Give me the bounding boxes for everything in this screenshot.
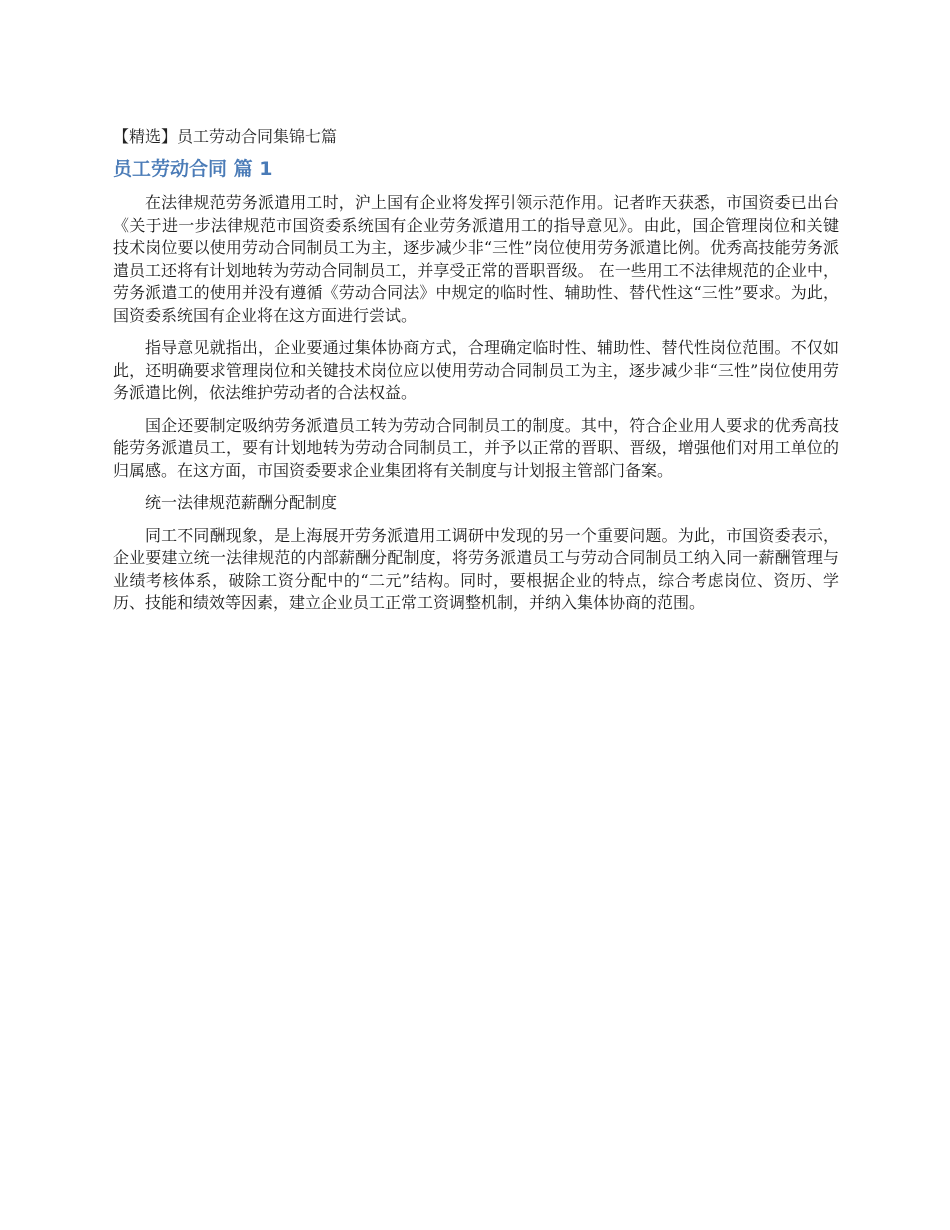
subheading: 统一法律规范薪酬分配制度 — [145, 493, 338, 512]
paragraph-1: 在法律规范劳务派遣用工时，沪上国有企业将发挥引领示范作用。记者昨天获悉，市国资委已出台《关于进一步法律规范市国资委系统国有企业劳务派遣用工的指导意见》。由此，国企管理岗位和关键技术岗位要以使用劳动合同制员工为主，逐步减少非“三性”岗位使用劳务派遣比例。优秀高技能劳务派遣员工还将有计划地转为劳动合同制员工，并享受正常的晋职晋级。 在一些用工不法律规范的企业中，劳务派遣工的使用并没有遵循《劳动合同法》中规定的临时性、辅助性、替代性这“三性”要求。为此，国资委系统国有企业将在这方面进行尝试。 — [113, 193, 839, 325]
paragraph-3: 国企还要制定吸纳劳务派遣员工转为劳动合同制员工的制度。其中，符合企业用人要求的优秀高技能劳务派遣员工，要有计划地转为劳动合同制员工，并予以正常的晋职、晋级，增强他们对用工单位的归属感。在这方面，市国资委要求企业集团将有关制度与计划报主管部门备案。 — [113, 415, 839, 480]
document-title: 【精选】员工劳动合同集锦七篇 — [113, 127, 338, 146]
section-heading: 员工劳动合同 篇 1 — [113, 158, 273, 180]
paragraph-2: 指导意见就指出，企业要通过集体协商方式，合理确定临时性、辅助性、替代性岗位范围。不仅如此，还明确要求管理岗位和关键技术岗位应以使用劳动合同制员工为主，逐步减少非“三性”岗位使用劳务派遣比例，依法维护劳动者的合法权益。 — [113, 338, 839, 402]
document-page — [113, 126, 839, 625]
paragraph-4: 同工不同酬现象，是上海展开劳务派遣用工调研中发现的另一个重要问题。为此，市国资委表示，企业要建立统一法律规范的内部薪酬分配制度，将劳务派遣员工与劳动合同制员工纳入同一薪酬管理与业绩考核体系，破除工资分配中的“二元”结构。同时，要根据企业的特点，综合考虑岗位、资历、学历、技能和绩效等因素，建立企业员工正常工资调整机制，并纳入集体协商的范围。 — [113, 525, 839, 612]
